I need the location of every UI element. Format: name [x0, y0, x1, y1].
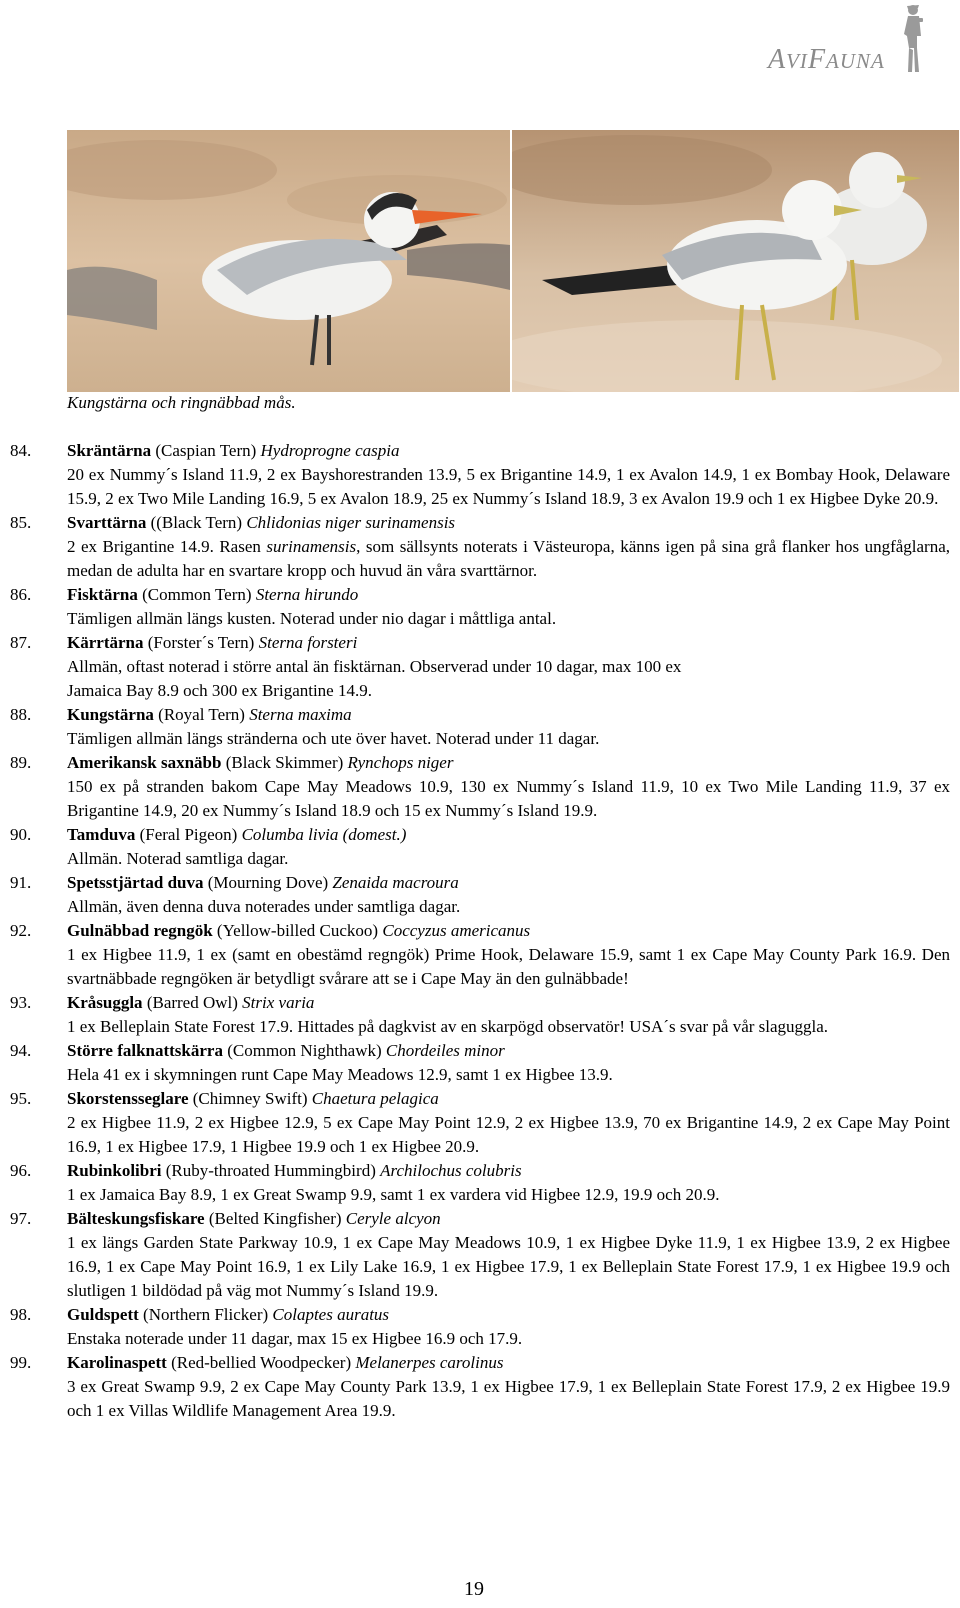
species-name-sv: Kråsuggla — [67, 993, 143, 1012]
ring-billed-gull-photo — [512, 130, 959, 392]
species-name-en: (Black Skimmer) — [221, 753, 348, 772]
species-name-en: (Caspian Tern) — [151, 441, 261, 460]
species-name-sci: Sterna maxima — [249, 705, 352, 724]
entry-number: 96. — [10, 1161, 32, 1180]
species-entry-91 — [10, 871, 950, 919]
entry-number: 88. — [10, 705, 32, 724]
species-entry-88 — [10, 703, 950, 751]
species-name-en: (Mourning Dove) — [203, 873, 333, 892]
entry-heading — [67, 1351, 950, 1375]
species-entry-86 — [10, 583, 950, 631]
species-name-sci: Sterna hirundo — [255, 585, 359, 604]
species-name-sv: Tamduva — [67, 825, 136, 844]
species-name-sci: Archilochus colubris — [380, 1161, 522, 1180]
species-name-sci: Coccyzus americanus — [382, 921, 531, 940]
photo-caption: Kungstärna och ringnäbbad mås. — [67, 393, 296, 412]
entry-heading — [67, 1039, 950, 1063]
species-name-en: (Ruby-throated Hummingbird) — [161, 1161, 381, 1180]
entry-heading — [67, 511, 950, 535]
species-name-sci: Ceryle alcyon — [345, 1209, 441, 1228]
logo-text: AVIFAUNA — [768, 44, 885, 75]
species-entry-90 — [10, 823, 950, 871]
species-name-sci: Chordeiles minor — [385, 1041, 505, 1060]
birdwatcher-silhouette-icon — [895, 2, 927, 76]
species-name-sv: Kungstärna — [67, 705, 154, 724]
entry-number: 87. — [10, 633, 32, 652]
entry-details: Allmän. Noterad samtliga dagar. — [67, 849, 289, 868]
entry-number: 99. — [10, 1353, 32, 1372]
entry-number: 85. — [10, 513, 32, 532]
species-name-sv: Gulnäbbad regngök — [67, 921, 213, 940]
entry-heading — [67, 751, 950, 775]
entry-heading — [67, 1159, 950, 1183]
page-number: 19 — [464, 1578, 484, 1600]
entry-details: Tämligen allmän längs stränderna och ute över havet. Noterad under 11 dagar. — [67, 729, 600, 748]
species-name-sci: Rynchops niger — [347, 753, 454, 772]
species-name-sci: Strix varia — [242, 993, 315, 1012]
species-list — [10, 439, 950, 1423]
entry-number: 86. — [10, 585, 32, 604]
species-name-sci: Melanerpes carolinus — [355, 1353, 504, 1372]
entry-heading — [67, 1207, 950, 1231]
entry-details: 2 ex Higbee 11.9, 2 ex Higbee 12.9, 5 ex Cape May Point 12.9, 2 ex Higbee 13.9, 70 ex Brigantine 14.9, 2 ex Cape May Point 16.9, 1 ex Higbee 17.9, 1 Higbee 19.9 och 1 ex Higbee 20.9. — [67, 1113, 950, 1156]
entry-details: Enstaka noterade under 11 dagar, max 15 ex Higbee 16.9 och 17.9. — [67, 1329, 523, 1348]
species-name-sci: Chlidonias niger surinamensis — [246, 513, 456, 532]
entry-number: 93. — [10, 993, 32, 1012]
species-name-sv: Bälteskungsfiskare — [67, 1209, 205, 1228]
species-name-sv: Skorstensseglare — [67, 1089, 189, 1108]
species-entry-96 — [10, 1159, 950, 1207]
species-name-sci: Chaetura pelagica — [311, 1089, 439, 1108]
entry-number: 98. — [10, 1305, 32, 1324]
species-name-sv: Rubinkolibri — [67, 1161, 162, 1180]
entry-details: 150 ex på stranden bakom Cape May Meadows 10.9, 130 ex Nummy´s Island 11.9, 10 ex Two Mile Landing 11.9, 37 ex Brigantine 14.9, 20 ex Nummy´s Island 18.9 och 15 ex Nummy´s Island 19.9. — [67, 777, 950, 820]
species-entry-94 — [10, 1039, 950, 1087]
species-entry-97 — [10, 1207, 950, 1303]
species-name-sv: Skräntärna — [67, 441, 152, 460]
entry-heading — [67, 871, 950, 895]
entry-heading — [67, 919, 950, 943]
species-name-sv: Svarttärna — [67, 513, 147, 532]
entry-number: 90. — [10, 825, 32, 844]
species-name-sci: Colaptes auratus — [272, 1305, 390, 1324]
entry-number: 92. — [10, 921, 32, 940]
entry-details: Hela 41 ex i skymningen runt Cape May Meadows 12.9, samt 1 ex Higbee 13.9. — [67, 1065, 613, 1084]
species-name-sv: Kärrtärna — [67, 633, 144, 652]
species-name-sv: Spetsstjärtad duva — [67, 873, 204, 892]
entry-number: 84. — [10, 441, 32, 460]
species-name-en: (Red-bellied Woodpecker) — [166, 1353, 356, 1372]
entry-details: 1 ex Higbee 11.9, 1 ex (samt en obestämd regngök) Prime Hook, Delaware 15.9, samt 1 ex Cape May County Park 16.9. Den svartnäbbade regngöken är betydligt svårare att se i Cape May än den gulnäbbade! — [67, 945, 950, 988]
species-entry-89 — [10, 751, 950, 823]
species-name-en: (Chimney Swift) — [188, 1089, 312, 1108]
species-name-sv: Större falknattskärra — [67, 1041, 223, 1060]
species-entry-93 — [10, 991, 950, 1039]
species-name-sci: Zenaida macroura — [332, 873, 459, 892]
species-name-en: (Common Tern) — [137, 585, 256, 604]
entry-details: Allmän, oftast noterad i större antal än fisktärnan. Observerad under 10 dagar, max 100 ex Jamaica Bay 8.9 och 300 ex Brigantine 14.9. — [67, 657, 682, 700]
species-name-sv: Guldspett — [67, 1305, 139, 1324]
species-name-sv: Karolinaspett — [67, 1353, 167, 1372]
species-name-en: (Yellow-billed Cuckoo) — [212, 921, 383, 940]
species-name-en: ((Black Tern) — [146, 513, 247, 532]
species-name-en: (Royal Tern) — [153, 705, 250, 724]
entry-details: Tämligen allmän längs kusten. Noterad under nio dagar i måttliga antal. — [67, 609, 557, 628]
species-entry-87 — [10, 631, 950, 703]
entry-heading — [67, 583, 950, 607]
entry-heading — [67, 991, 950, 1015]
entry-number: 89. — [10, 753, 32, 772]
species-name-sv: Amerikansk saxnäbb — [67, 753, 222, 772]
entry-heading — [67, 439, 950, 463]
entry-number: 94. — [10, 1041, 32, 1060]
entry-details: 1 ex Belleplain State Forest 17.9. Hittades på dagkvist av en skarpögd observatör! USA´s svar på vår slaguggla. — [67, 1017, 829, 1036]
species-entry-95 — [10, 1087, 950, 1159]
species-name-en: (Common Nighthawk) — [222, 1041, 386, 1060]
species-name-sv: Fisktärna — [67, 585, 138, 604]
species-name-en: (Belted Kingfisher) — [204, 1209, 346, 1228]
species-entry-98 — [10, 1303, 950, 1351]
entry-details: 3 ex Great Swamp 9.9, 2 ex Cape May County Park 13.9, 1 ex Higbee 17.9, 1 ex Belleplain State Forest 17.9, 2 ex Higbee 19.9 och 1 ex Villas Wildlife Management Area 19.9. — [67, 1377, 950, 1420]
entry-heading — [67, 823, 950, 847]
species-entry-85 — [10, 511, 950, 583]
species-name-en: (Forster´s Tern) — [143, 633, 259, 652]
entry-heading — [67, 1087, 950, 1111]
species-entry-84 — [10, 439, 950, 511]
entry-number: 95. — [10, 1089, 32, 1108]
entry-number: 97. — [10, 1209, 32, 1228]
royal-tern-photo — [67, 130, 510, 392]
entry-heading — [67, 631, 950, 655]
entry-details: 20 ex Nummy´s Island 11.9, 2 ex Bayshorestranden 13.9, 5 ex Brigantine 14.9, 1 ex Avalon 14.9, 1 ex Bombay Hook, Delaware 15.9, 2 ex Two Mile Landing 16.9, 5 ex Avalon 18.9, 25 ex Nummy´s Island 18.9, 3 ex Avalon 19.9 och 1 ex Higbee Dyke 20.9. — [67, 465, 950, 508]
entry-heading — [67, 1303, 950, 1327]
entry-heading — [67, 703, 950, 727]
entry-details: 2 ex Brigantine 14.9. Rasen surinamensis, som sällsynts noterats i Västeuropa, känns igen på sina grå flanker hos ungfåglarna, medan de adulta har en svartare kropp och huvud än våra svarttärnor. — [67, 537, 950, 580]
entry-details: 1 ex längs Garden State Parkway 10.9, 1 ex Cape May Meadows 10.9, 1 ex Higbee Dyke 11.9, 1 ex Higbee 13.9, 2 ex Higbee 16.9, 1 ex Cape May Point 16.9, 1 ex Lily Lake 16.9, 1 ex Higbee 17.9, 1 ex Belleplain State Forest 17.9, 1 ex Higbee 19.9 och slutligen 1 bildödad på väg mot Nummy´s Island 19.9. — [67, 1233, 950, 1300]
species-name-sci: Sterna forsteri — [258, 633, 358, 652]
species-name-en: (Barred Owl) — [142, 993, 243, 1012]
species-name-en: (Feral Pigeon) — [135, 825, 242, 844]
entry-details: Allmän, även denna duva noterades under samtliga dagar. — [67, 897, 461, 916]
species-entry-99 — [10, 1351, 950, 1423]
species-entry-92 — [10, 919, 950, 991]
entry-details: 1 ex Jamaica Bay 8.9, 1 ex Great Swamp 9.9, samt 1 ex vardera vid Higbee 12.9, 19.9 och 20.9. — [67, 1185, 720, 1204]
species-name-sci: Hydroprogne caspia — [260, 441, 400, 460]
species-name-en: (Northern Flicker) — [138, 1305, 273, 1324]
entry-number: 91. — [10, 873, 32, 892]
species-name-sci: Columba livia (domest.) — [241, 825, 407, 844]
